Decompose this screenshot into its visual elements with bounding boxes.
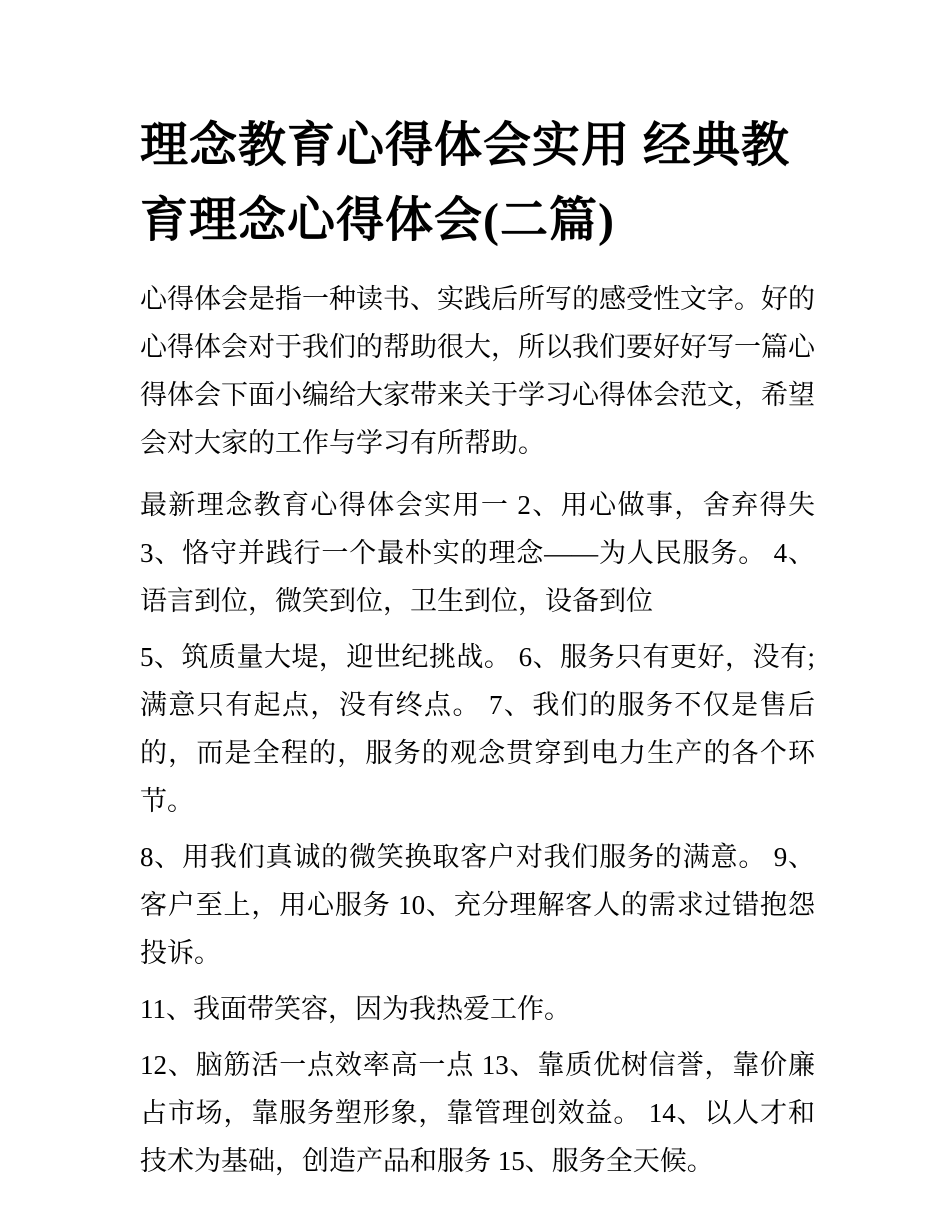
paragraph-items-2-4: 最新理念教育心得体会实用一 2、用心做事，舍弃得失 3、恪守并践行一个最朴实的理念——为人民服务。 4、语言到位，微笑到位，卫生到位，设备到位 (140, 490, 815, 616)
document-content (140, 108, 815, 1193)
page-title: 理念教育心得体会实用 经典教育理念心得体会(二篇) (140, 119, 791, 247)
paragraph-intro: 心得体会是指一种读书、实践后所写的感受性文字。好的心得体会对于我们的帮助很大，所以我们要好好写一篇心得体会下面小编给大家带来关于学习心得体会范文，希望会对大家的工作与学习有所帮助。 (140, 284, 815, 458)
paragraph-items-8-10: 8、用我们真诚的微笑换取客户对我们服务的满意。 9、客户至上，用心服务 10、充分理解客人的需求过错抱怨投诉。 (140, 842, 815, 968)
paragraph-items-5-7: 5、筑质量大堤，迎世纪挑战。 6、服务只有更好，没有;满意只有起点，没有终点。 7、我们的服务不仅是售后的，而是全程的，服务的观念贯穿到电力生产的各个环节。 (140, 642, 815, 816)
paragraph-items-12-15: 12、脑筋活一点效率高一点 13、靠质优树信誉，靠价廉占市场，靠服务塑形象，靠管理创效益。 14、以人才和技术为基础，创造产品和服务 15、服务全天候。 (140, 1050, 815, 1176)
paragraph-item-11: 11、我面带笑容，因为我热爱工作。 (140, 994, 571, 1024)
